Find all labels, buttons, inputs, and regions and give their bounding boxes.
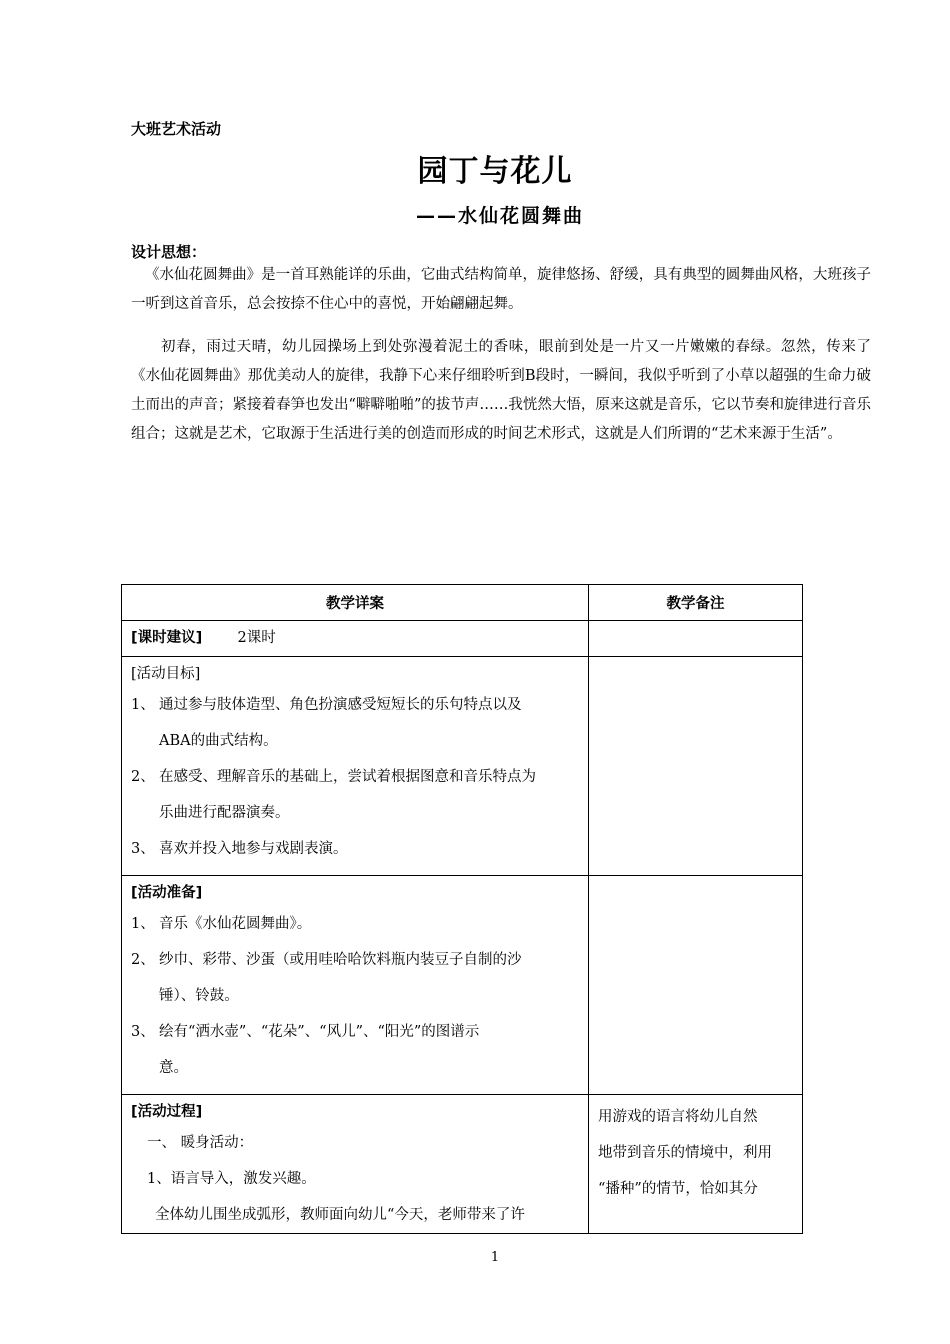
process-note-line: 地带到音乐的情境中，利用 bbox=[598, 1145, 772, 1161]
process-step-heading: 一、 暖身活动： bbox=[147, 1135, 254, 1151]
document-category-label: 大班艺术活动 bbox=[131, 120, 222, 138]
preparation-cell bbox=[122, 876, 589, 1095]
table-header-row bbox=[122, 585, 803, 621]
process-cell bbox=[122, 1095, 589, 1234]
process-note-line: 用游戏的语言将幼儿自然 bbox=[598, 1109, 758, 1125]
column-header-plan: 教学详案 bbox=[122, 585, 589, 621]
goals-cell bbox=[122, 657, 589, 876]
goal-item bbox=[131, 831, 580, 867]
preparation-number: 2、 bbox=[131, 952, 155, 968]
preparation-note-cell bbox=[589, 876, 803, 1095]
preparation-number: 3、 bbox=[131, 1024, 155, 1040]
preparation-item bbox=[131, 942, 580, 978]
goals-note-cell bbox=[589, 657, 803, 876]
period-value: 2课时 bbox=[237, 630, 276, 646]
preparation-item bbox=[131, 1014, 580, 1050]
process-note-cell bbox=[589, 1095, 803, 1234]
process-text: 全体幼儿围坐成弧形，教师面向幼儿“今天，老师带来了许 bbox=[155, 1207, 525, 1223]
preparation-text-continued: 意。 bbox=[159, 1060, 188, 1076]
design-paragraph-1-text: 《水仙花圆舞曲》是一首耳熟能详的乐曲，它曲式结构简单，旋律悠扬、舒缓，具有典型的圆舞曲风格，大班孩子一听到这首音乐，总会按捺不住心中的喜悦，开始翩翩起舞。 bbox=[131, 267, 871, 312]
document-title: 园丁与花儿 bbox=[417, 154, 573, 189]
goal-item bbox=[131, 687, 580, 723]
page-number: 1 bbox=[490, 1250, 500, 1265]
preparation-label: [活动准备] bbox=[131, 885, 203, 901]
preparation-text: 音乐《水仙花圆舞曲》。 bbox=[159, 916, 312, 932]
period-note-cell bbox=[589, 621, 803, 657]
design-heading: 设计思想： bbox=[131, 243, 207, 261]
goal-text-continued: ABA的曲式结构。 bbox=[159, 733, 278, 749]
table-row-goals bbox=[122, 657, 803, 876]
design-paragraph-2 bbox=[131, 333, 871, 449]
process-note-line: “播种”的情节，恰如其分 bbox=[598, 1181, 758, 1197]
goal-text: 在感受、理解音乐的基础上，尝试着根据图意和音乐特点为 bbox=[159, 769, 536, 785]
preparation-text: 纱巾、彩带、沙蛋（或用哇哈哈饮料瓶内装豆子自制的沙 bbox=[159, 952, 522, 968]
design-paragraph-1 bbox=[131, 261, 871, 319]
goal-text: 通过参与肢体造型、角色扮演感受短短长的乐句特点以及 bbox=[159, 697, 522, 713]
process-substep: 1、语言导入，激发兴趣。 bbox=[147, 1171, 316, 1187]
design-paragraph-2-text: 初春，雨过天晴，幼儿园操场上到处弥漫着泥土的香味，眼前到处是一片又一片嫩嫩的春绿。忽然，传来了《水仙花圆舞曲》那优美动人的旋律，我静下心来仔细聆听到B段时，一瞬间，我似乎听到了小草以超强的生命力破土而出的声音；紧接着春笋也发出“噼噼啪啪”的拔节声……我恍然大悟，原来这就是音乐，它以节奏和旋律进行音乐组合；这就是艺术，它取源于生活进行美的创造而形成的时间艺术形式，这就是人们所谓的“艺术来源于生活”。 bbox=[131, 339, 871, 442]
period-label: [课时建议] bbox=[131, 630, 203, 646]
period-cell bbox=[122, 621, 589, 657]
goal-item bbox=[131, 759, 580, 795]
goals-label: [活动目标] bbox=[131, 666, 201, 682]
preparation-number: 1、 bbox=[131, 916, 155, 932]
goal-number: 3、 bbox=[131, 841, 155, 857]
goal-number: 1、 bbox=[131, 697, 155, 713]
document-subtitle: ——水仙花圆舞曲 bbox=[415, 205, 584, 227]
goal-text: 喜欢并投入地参与戏剧表演。 bbox=[159, 841, 348, 857]
table-row-period bbox=[122, 621, 803, 657]
preparation-text-continued: 锤）、铃鼓。 bbox=[159, 988, 239, 1004]
table-row-preparation bbox=[122, 876, 803, 1095]
goal-text-continued: 乐曲进行配器演奏。 bbox=[159, 805, 290, 821]
goal-number: 2、 bbox=[131, 769, 155, 785]
lesson-plan-table bbox=[121, 584, 803, 1234]
preparation-item bbox=[131, 906, 580, 942]
column-header-notes: 教学备注 bbox=[589, 585, 803, 621]
table-row-process bbox=[122, 1095, 803, 1234]
preparation-text: 绘有“洒水壶”、“花朵”、“风儿”、“阳光”的图谱示 bbox=[159, 1024, 480, 1040]
process-label: [活动过程] bbox=[131, 1104, 203, 1120]
